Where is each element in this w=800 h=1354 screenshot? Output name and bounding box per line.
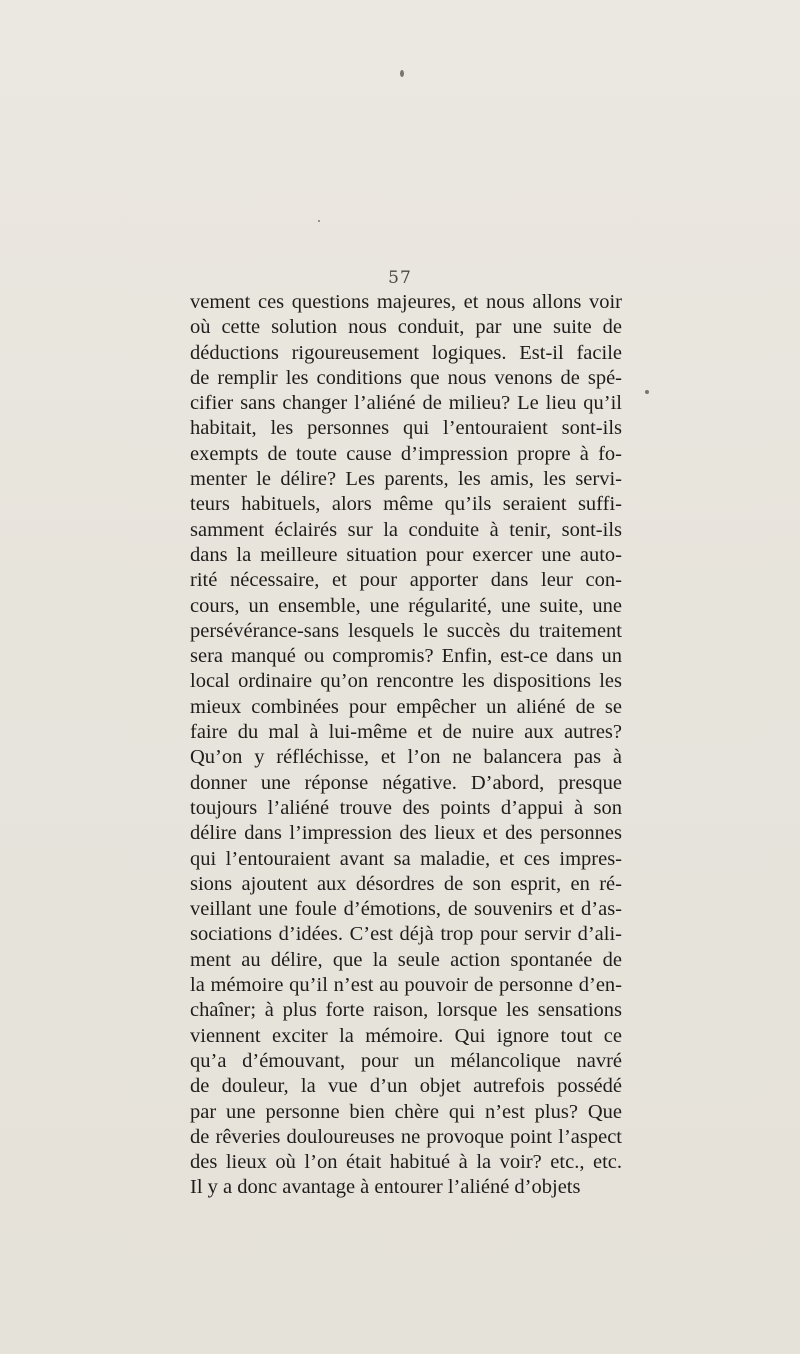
body-text <box>190 290 622 1201</box>
text-line: qu’a d’émouvant, pour un mélancolique navré <box>190 1049 622 1072</box>
paper-speck <box>318 220 320 222</box>
text-line: qui l’entouraient avant sa maladie, et ces impres- <box>190 847 622 870</box>
text-line: viennent exciter la mémoire. Qui ignore tout ce <box>190 1024 622 1047</box>
text-line: rité nécessaire, et pour apporter dans leur con- <box>190 569 622 592</box>
text-line: sera manqué ou compromis? Enfin, est-ce dans un <box>190 645 622 668</box>
text-line: toujours l’aliéné trouve des points d’appui à son <box>190 796 622 819</box>
text-line: habitait, les personnes qui l’entouraient sont-ils <box>190 417 622 440</box>
text-line: teurs habituels, alors même qu’ils seraient suffi- <box>190 493 622 516</box>
text-line: menter le délire? Les parents, les amis, les servi- <box>190 468 622 491</box>
text-line: sociations d’idées. C’est déjà trop pour servir d’ali- <box>190 923 622 946</box>
paper-speck <box>400 70 404 77</box>
text-line: la mémoire qu’il n’est au pouvoir de personne d’en- <box>190 974 622 997</box>
text-line: des lieux où l’on était habitué à la voir? etc., etc. <box>190 1151 622 1174</box>
text-line: samment éclairés sur la conduite à tenir, sont-ils <box>190 518 622 541</box>
text-line: donner une réponse négative. D’abord, presque <box>190 771 622 794</box>
text-line: sions ajoutent aux désordres de son esprit, en ré- <box>190 872 622 895</box>
page-number: 57 <box>388 268 412 288</box>
text-line: de douleur, la vue d’un objet autrefois possédé <box>190 1075 622 1098</box>
text-line: ment au délire, que la seule action spontanée de <box>190 948 622 971</box>
text-line: cours, un ensemble, une régularité, une suite, une <box>190 594 622 617</box>
text-line: exempts de toute cause d’impression propre à fo- <box>190 442 622 465</box>
text-line: local ordinaire qu’on rencontre les dispositions les <box>190 670 622 693</box>
text-line: où cette solution nous conduit, par une suite de <box>190 316 622 339</box>
text-line: Il y a donc avantage à entourer l’aliéné d’objets <box>190 1176 581 1199</box>
text-line: cifier sans changer l’aliéné de milieu? Le lieu qu’il <box>190 392 622 415</box>
text-line: Qu’on y réfléchisse, et l’on ne balancera pas à <box>190 746 622 769</box>
text-line: délire dans l’impression des lieux et des personnes <box>190 822 622 845</box>
text-line: veillant une foule d’émotions, de souvenirs et d’as- <box>190 898 622 921</box>
text-line: par une personne bien chère qui n’est plus? Que <box>190 1100 622 1123</box>
text-line: faire du mal à lui-même et de nuire aux autres? <box>190 721 622 744</box>
text-line: vement ces questions majeures, et nous allons voir <box>190 291 622 313</box>
text-line: de rêveries douloureuses ne provoque point l’aspect <box>190 1125 622 1148</box>
text-line: mieux combinées pour empêcher un aliéné de se <box>190 695 622 718</box>
paper-speck <box>645 390 649 394</box>
text-line: persévérance-sans lesquels le succès du traitement <box>190 619 622 642</box>
text-line: déductions rigoureusement logiques. Est-il facile <box>190 341 622 364</box>
text-line: dans la meilleure situation pour exercer une auto- <box>190 543 622 566</box>
text-line: chaîner; à plus forte raison, lorsque les sensations <box>190 999 622 1022</box>
text-line: de remplir les conditions que nous venons de spé- <box>190 366 622 389</box>
